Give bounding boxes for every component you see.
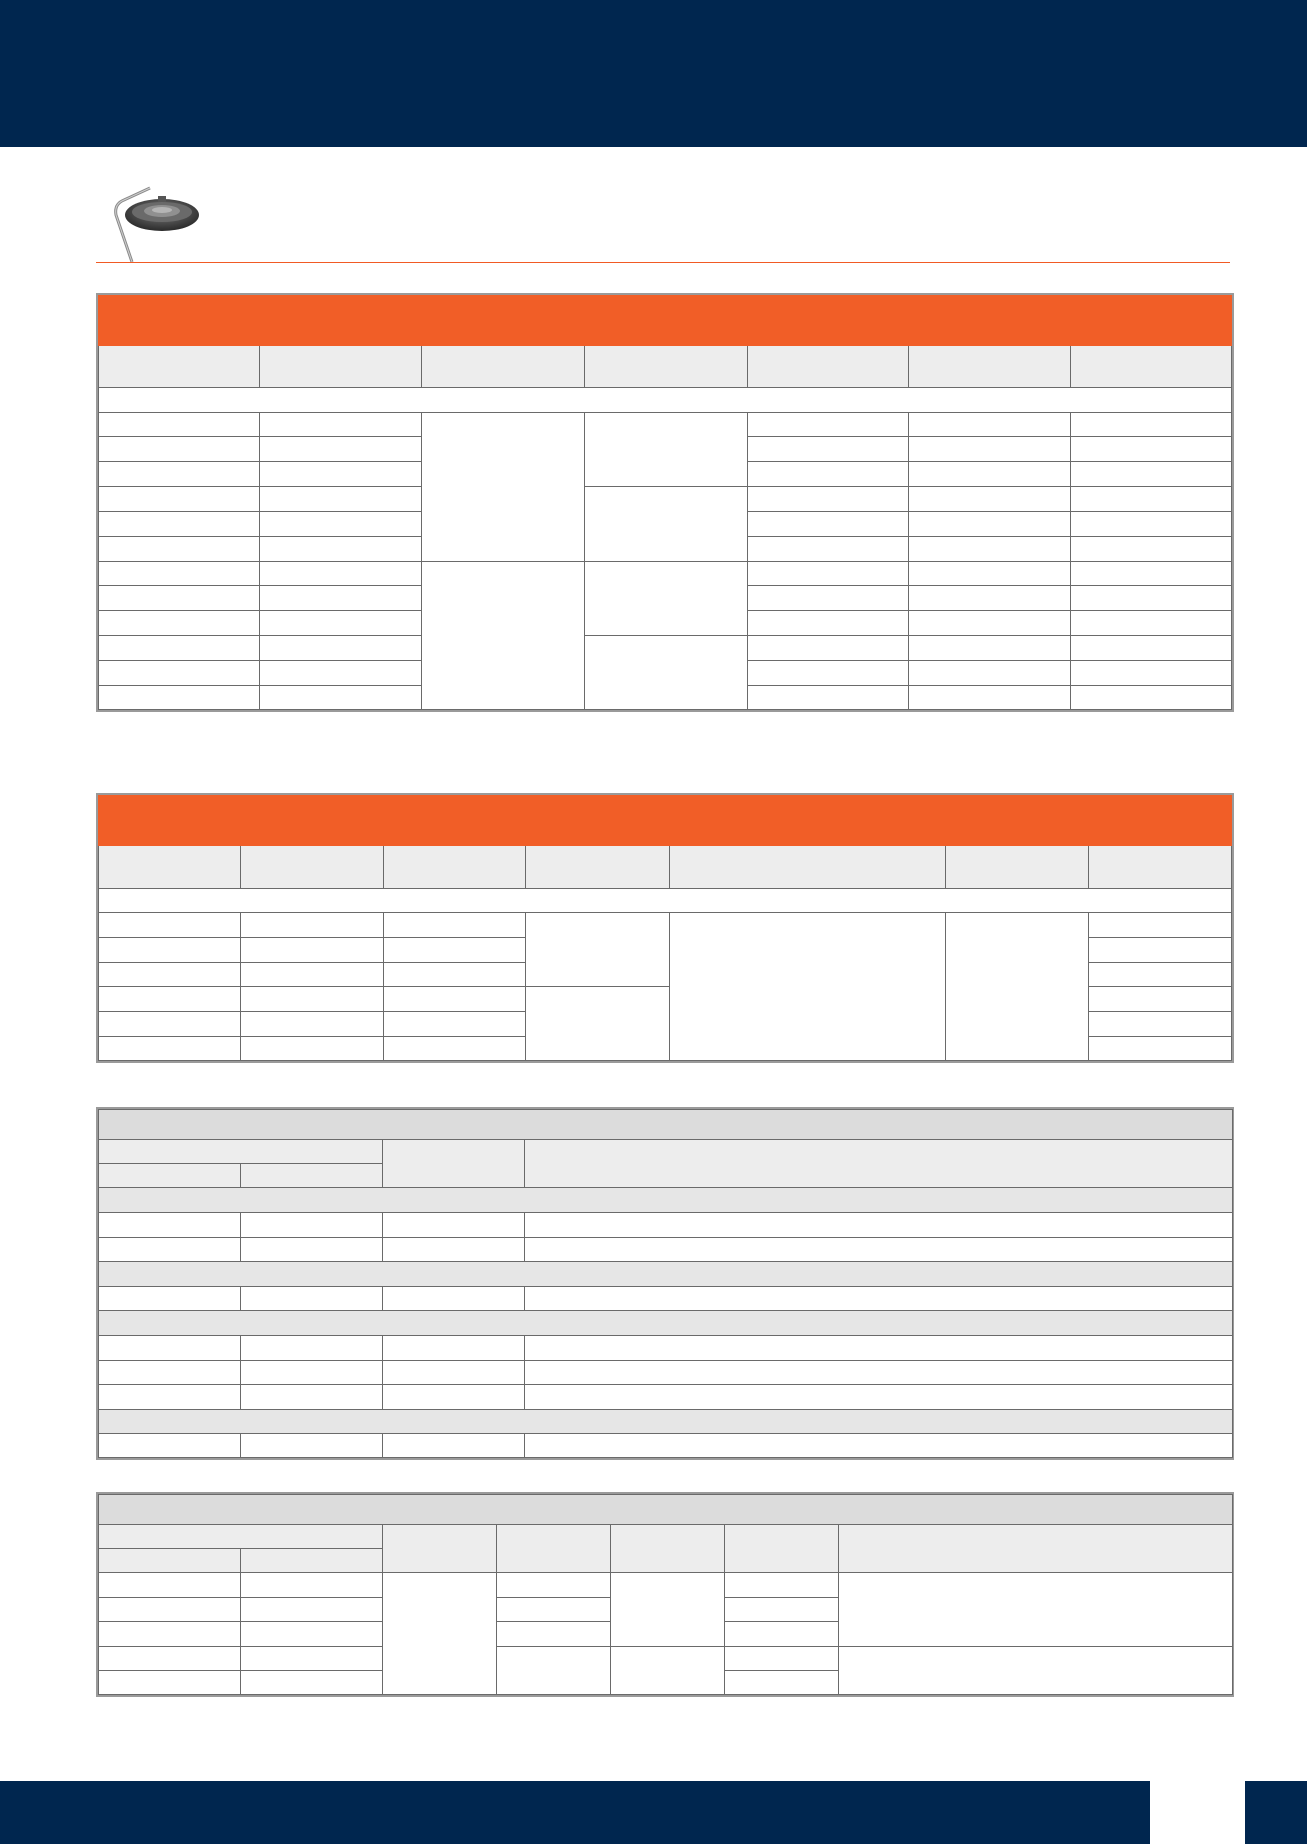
- table-3-title-row: [99, 1110, 1233, 1140]
- table-row: [99, 1213, 1233, 1238]
- table-row: [99, 1647, 1233, 1671]
- table-3-group-row: [99, 1311, 1233, 1336]
- table-3-group-row: [99, 1262, 1233, 1287]
- header-divider-line: [96, 262, 1230, 263]
- table-2-section-row: [99, 889, 1232, 913]
- table-2-header-row: [99, 846, 1232, 889]
- table-4-title-row: [99, 1495, 1233, 1525]
- table-row: [99, 1385, 1233, 1410]
- spec-table-1: [96, 293, 1234, 712]
- table-3-header-row: [99, 1140, 1233, 1164]
- table-2-title-row: [99, 796, 1232, 846]
- spec-table-2: [96, 793, 1234, 1063]
- spec-table-3: [96, 1107, 1234, 1460]
- table-row: [99, 1434, 1233, 1458]
- table-row: [99, 1238, 1233, 1262]
- footer-band: [0, 1781, 1150, 1844]
- table-row: [99, 1287, 1233, 1311]
- table-row: [99, 1361, 1233, 1385]
- table-row: [99, 413, 1232, 437]
- table-row: [99, 1573, 1233, 1598]
- table-3-group-row: [99, 1410, 1233, 1434]
- table-1-header-row: [99, 346, 1232, 388]
- table-row: [99, 562, 1232, 586]
- table-1-title-row: [99, 296, 1232, 346]
- footer-page-tab: [1245, 1781, 1307, 1844]
- table-row: [99, 1336, 1233, 1361]
- table-3-group-row: [99, 1188, 1233, 1213]
- ceiling-sensor-icon: [110, 180, 205, 265]
- table-row: [99, 913, 1232, 938]
- table-row: [99, 636, 1232, 661]
- table-4-header-row: [99, 1525, 1233, 1549]
- table-1-section-row: [99, 388, 1232, 413]
- top-header-band: [0, 0, 1307, 147]
- table-row: [99, 487, 1232, 512]
- spec-table-4: [96, 1492, 1234, 1697]
